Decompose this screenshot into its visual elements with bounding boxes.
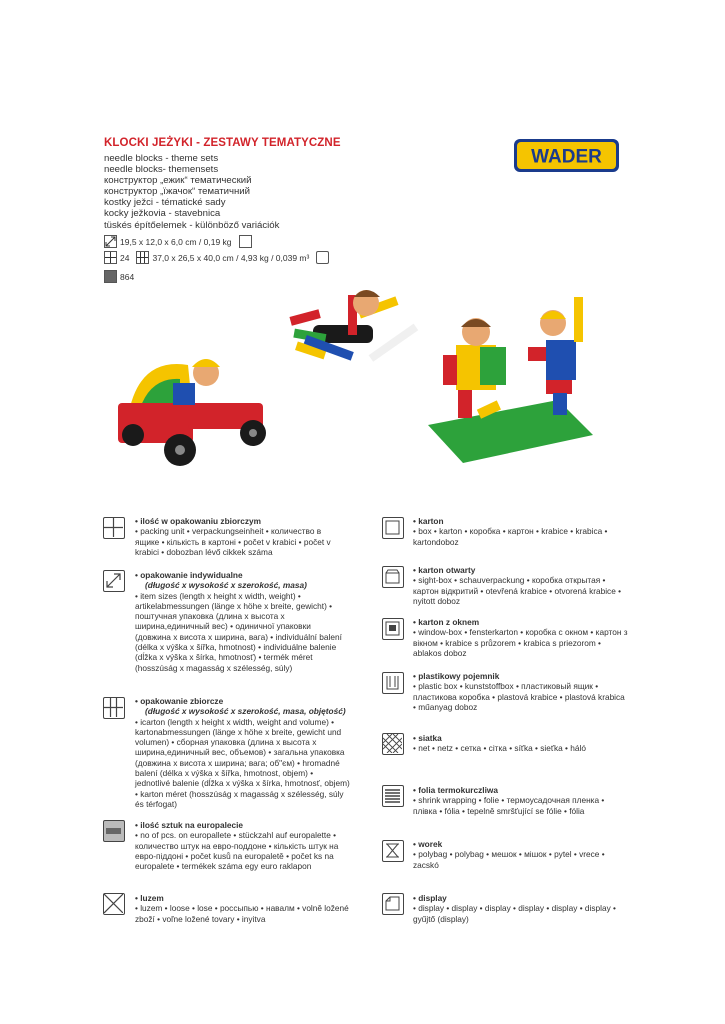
car-model — [118, 359, 266, 466]
legend-body: • packing unit • verpackungseinheit • количество в ящике • кількість в картоні • počet v krabici • počet v krabici • dobozban lévő cikkek száma — [135, 526, 331, 557]
item-size-icon — [104, 235, 117, 248]
translation-line: конструктор „їжачок“ тематичний — [104, 186, 250, 198]
legend-body: • plastic box • kunststoffbox • пластиковый ящик • пластикова коробка • plastová krabice • plastová krabica • műanyag doboz — [413, 681, 625, 712]
net-icon — [382, 733, 404, 755]
legend-head: • karton otwarty — [413, 565, 476, 575]
translation-line: конструктор „ежик“ тематический — [104, 175, 252, 187]
translation-line: needle blocks - theme sets — [104, 153, 219, 164]
box-icon — [239, 235, 252, 248]
loose-icon — [103, 893, 125, 915]
legend-head: • folia termokurczliwa — [413, 785, 498, 795]
shrink-wrap-icon — [382, 785, 404, 807]
legend-head: • opakowanie zbiorcze — [135, 696, 224, 706]
legend-body: • window-box • fensterkarton • коробка с окном • картон з вікном • krabice s průzorem • krabica s priezorom • ablakos doboz — [413, 627, 628, 658]
legend-body: • luzem • loose • lose • россыпью • навалм • volně ložené zboží • voľne ložené tovary • inyitva — [135, 903, 349, 924]
legend-body: • sight-box • schauverpackung • коробка открытая • картон відкритий • otevřená krabice • otvorená krabice • nyitott doboz — [413, 575, 622, 606]
legend-head: • display — [413, 893, 447, 903]
box-icon — [382, 517, 404, 539]
euro-pallet-icon — [104, 270, 117, 283]
legend-body: • display • display • display • display • display • display • gyűjtő (display) — [413, 903, 616, 924]
item-size-row — [104, 235, 252, 248]
legend-head: • plastikowy pojemnik — [413, 671, 500, 681]
legend-carton-size — [135, 696, 350, 809]
legend-plastic-box — [413, 671, 628, 712]
legend-net — [413, 733, 628, 754]
legend-display — [413, 893, 628, 924]
legend-head: • karton z oknem — [413, 617, 480, 627]
legend-head: • ilość sztuk na europalecie — [135, 820, 244, 830]
packing-unit-icon — [104, 251, 117, 264]
legend-shrink-wrap — [413, 785, 628, 816]
figures-model — [428, 297, 593, 463]
legend-head: • karton — [413, 516, 444, 526]
window-box-icon — [382, 618, 404, 640]
plastic-box-icon — [382, 672, 404, 694]
legend-window-box — [413, 617, 628, 658]
legend-item-size — [135, 570, 345, 673]
packing-unit-icon — [103, 517, 125, 539]
item-size-value: 19,5 x 12,0 x 6,0 cm / 0,19 kg — [120, 236, 232, 247]
sight-box-icon — [382, 566, 404, 588]
legend-box — [413, 516, 628, 547]
translation-line: tüskés építőelemek - különböző variációk — [104, 219, 280, 231]
legend-sight-box — [413, 565, 628, 606]
legend-head: • opakowanie indywidualne — [135, 570, 243, 580]
packing-row — [104, 251, 329, 264]
legend-body: • net • netz • сетка • сітка • síťka • sieťka • háló — [413, 743, 586, 754]
legend-body: • box • karton • коробка • картон • krabice • krabica • kartondoboz — [413, 526, 608, 547]
legend-head: • siatka — [413, 733, 442, 743]
wader-logo — [513, 138, 620, 173]
euro-pallet-value: 864 — [120, 271, 135, 282]
legend-sub: (długość x wysokość x szerokość, masa) — [145, 580, 307, 591]
translation-line: kocky ježkovia - stavebnica — [104, 208, 221, 220]
legend-polybag — [413, 839, 628, 870]
legend-head: • worek — [413, 839, 443, 849]
euro-pallet-row — [104, 270, 134, 283]
product-photo — [108, 285, 598, 480]
legend-body: • polybag • polybag • мешок • мішок • pytel • vrece • zacskó — [413, 849, 605, 870]
packing-count: 24 — [120, 252, 130, 263]
carton-size-icon — [103, 697, 125, 719]
legend-sub: (długość x wysokość x szerokość, masa, objętość) — [145, 706, 346, 717]
legend-body: • item sizes (length x height x width, weight) • artikelabmessungen (länge x höhe x breite, gewicht) • поштучная упаковка (длина х высота х ширина,единичный вес) • одиничної упаковки (довжина х висота х ширина, вага) • individuální balení (délka x výška x šířka, hmotnost) • individuálne balenie (dĺžka x výška x šírka, hmotnosť) • termék méret (hosszúság x magasság x szélesség, súly) — [135, 590, 342, 673]
packing-size-value: 37,0 x 26,5 x 40,0 cm / 4,93 kg / 0,039 m³ — [152, 252, 310, 263]
legend-body: • no of pcs. on europallete • stückzahl auf europalette • количество штук на евро-поддоне • кількість штук на евро-піддоні • počet kusů na europaletě • počet ks na europalete • termékek száma egy euro raklapon — [135, 830, 339, 872]
carton-size-icon — [136, 251, 149, 264]
translation-line: needle blocks- themensets — [104, 164, 219, 176]
polybag-icon — [382, 840, 404, 862]
airplane-model — [289, 290, 418, 362]
legend-euro-pallet — [135, 820, 340, 871]
legend-loose — [135, 893, 355, 924]
legend-head: • ilość w opakowaniu zbiorczym — [135, 516, 262, 526]
display-icon — [382, 893, 404, 915]
product-translations — [104, 153, 279, 231]
item-size-icon — [103, 570, 125, 592]
plastic-box-icon — [316, 251, 329, 264]
product-title: KLOCKI JEŻYKI - ZESTAWY TEMATYCZNE — [104, 137, 341, 149]
euro-pallet-icon — [103, 820, 125, 842]
legend-packing-unit — [135, 516, 345, 557]
logo-text: WADER — [531, 146, 602, 168]
translation-line: kostky ježci - tématické sady — [104, 197, 226, 209]
legend-body: • shrink wrapping • folie • термоусадочная пленка • плівка • fólia • tepelně smršťující se fólie • fólia — [413, 795, 605, 816]
legend-head: • luzem — [135, 893, 164, 903]
legend-body: • icarton (length x height x width, weight and volume) • kartonabmessungen (länge x höhe x breite, gewicht und volumen) • сборная упаковка (длина х высота х ширина,единичный вес, объемов) • загальна упаковка (довжина х висота х ширина; вага; об"єм) • hromadné balení (délka x výška x šířka, hmotnost, objem) • jednotlivé balenie (dĺžka x výška x šírka, hmotnosť, objem) • karton méret (hosszúság x magasság x szélesség, súly és térfogat) — [135, 716, 350, 809]
